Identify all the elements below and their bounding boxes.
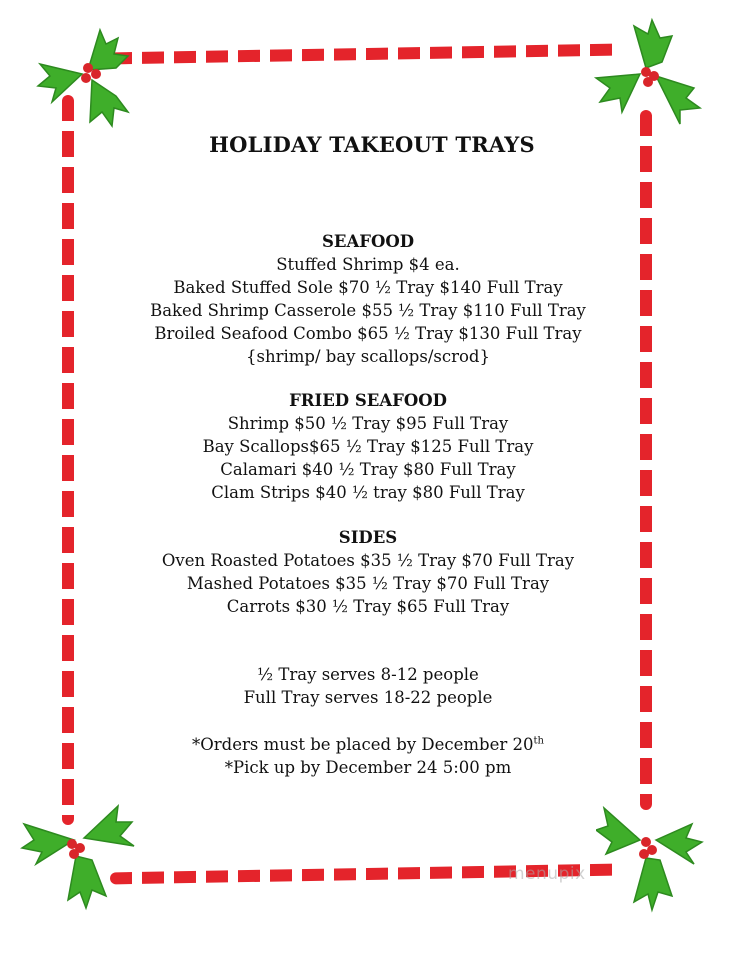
order-deadline [90,733,646,756]
servings-info [90,663,646,709]
page-title: HOLIDAY TAKEOUT TRAYS [209,132,535,157]
section-heading: FRIED SEAFOOD [289,391,447,410]
watermark: menupix [508,864,586,884]
holly-icon [20,800,140,920]
menu-item: Mashed Potatoes $35 ½ Tray $70 Full Tray [186,574,550,593]
menu-item: Oven Roasted Potatoes $35 ½ Tray $70 Full Tray [161,551,575,570]
pickup-deadline: *Pick up by December 24 5:00 pm [224,758,512,777]
half-tray-serving: ½ Tray serves 8-12 people [257,665,479,684]
candy-cane-border-left [62,95,74,825]
section-heading: SEAFOOD [321,232,415,251]
menu-item: Clam Strips $40 ½ tray $80 Full Tray [211,483,525,502]
section-seafood [90,230,646,368]
order-notes [90,733,646,779]
menu-item: Baked Shrimp Casserole $55 ½ Tray $110 Full Tray [150,301,586,320]
holly-icon [596,798,716,918]
menu-item: Carrots $30 ½ Tray $65 Full Tray [226,597,510,616]
candy-cane-border-top [110,44,620,65]
menu-item: Broiled Seafood Combo $65 ½ Tray $130 Full Tray [154,324,582,343]
menu-item: Shrimp $50 ½ Tray $95 Full Tray [227,414,509,433]
menu-item: Bay Scallops$65 ½ Tray $125 Full Tray [202,437,534,456]
menu-item: Calamari $40 ½ Tray $80 Full Tray [220,460,516,479]
order-deadline-suffix: th [533,735,544,747]
section-fried-seafood [90,389,646,504]
order-deadline-text: *Orders must be placed by December 20 [192,735,534,754]
holly-icon [590,12,710,132]
menu-item: Stuffed Shrimp $4 ea. [276,255,460,274]
holly-icon [30,18,150,138]
menu-item: Baked Stuffed Sole $70 ½ Tray $140 Full Tray [173,278,563,297]
section-heading: SIDES [338,528,398,547]
menu-item-note: {shrimp/ bay scallops/scrod} [246,347,490,366]
section-sides [90,526,646,618]
full-tray-serving: Full Tray serves 18-22 people [243,688,493,707]
